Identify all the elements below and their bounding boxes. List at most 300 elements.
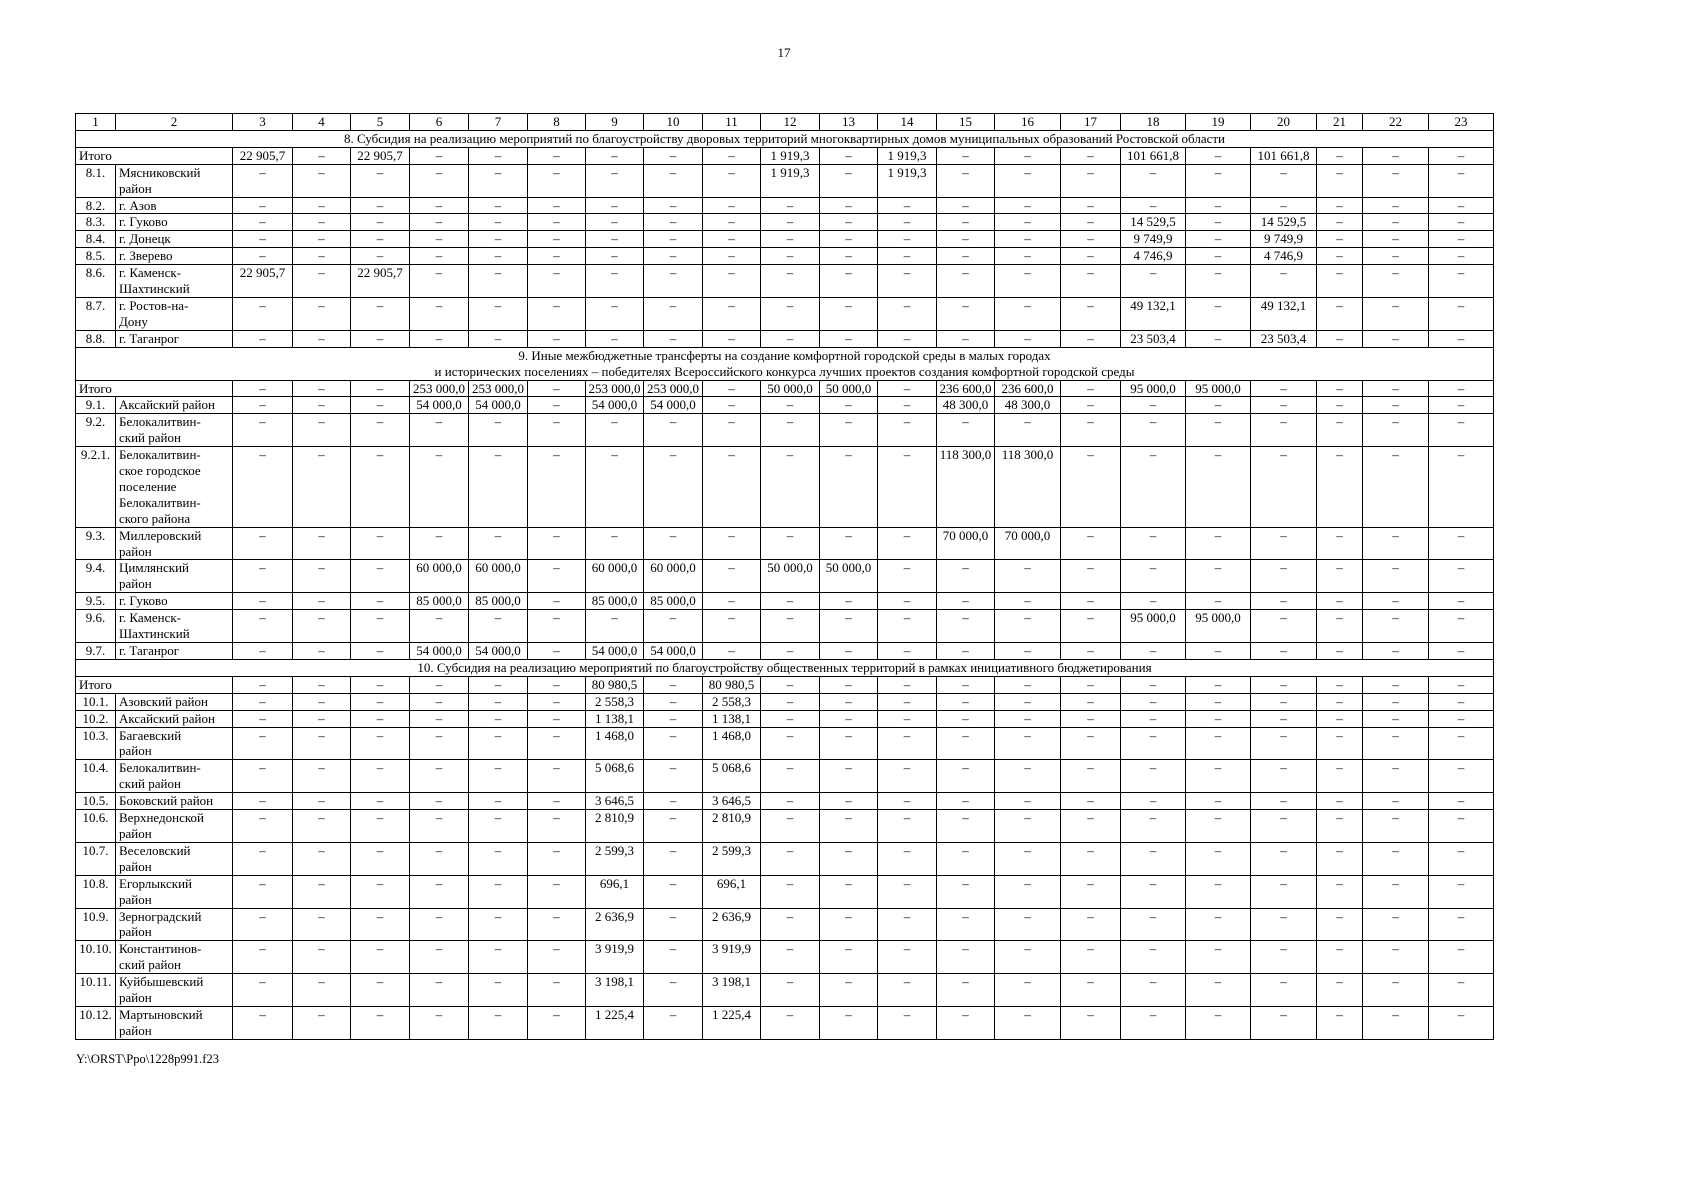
- value-cell-col-17: –: [1061, 231, 1121, 248]
- municipality-name: [116, 727, 233, 760]
- value-cell-col-4: –: [293, 810, 351, 843]
- value-cell-col-6: –: [410, 908, 469, 941]
- value-cell-col-17: –: [1061, 810, 1121, 843]
- row-number: 9.5.: [76, 593, 116, 610]
- name-line: ский район: [119, 430, 181, 446]
- row-number: 8.4.: [76, 231, 116, 248]
- value-cell-col-11: 2 810,9: [703, 810, 761, 843]
- value-cell-col-22: –: [1363, 147, 1429, 164]
- name-line: район: [119, 576, 152, 592]
- value-cell-col-16: –: [995, 560, 1061, 593]
- value-cell-col-23: –: [1429, 380, 1494, 397]
- value-cell-col-4: –: [293, 875, 351, 908]
- value-cell-col-15: 48 300,0: [937, 397, 995, 414]
- total-label: [76, 147, 233, 164]
- municipality-name: [116, 760, 233, 793]
- value-cell-col-19: –: [1186, 248, 1251, 265]
- value-cell-col-20: –: [1251, 414, 1317, 447]
- name-line: район: [119, 825, 152, 841]
- value-cell-col-11: –: [703, 447, 761, 528]
- value-cell-col-18: –: [1121, 676, 1186, 693]
- table-row: [76, 908, 1494, 941]
- name-line: Белокалитвин-: [119, 494, 201, 510]
- value-cell-col-19: –: [1186, 447, 1251, 528]
- row-number: 8.6.: [76, 265, 116, 298]
- row-number: 8.1.: [76, 164, 116, 197]
- value-cell-col-23: –: [1429, 793, 1494, 810]
- value-cell-col-18: –: [1121, 197, 1186, 214]
- column-number-header: 1: [76, 114, 116, 131]
- value-cell-col-12: –: [761, 265, 820, 298]
- value-cell-col-15: –: [937, 560, 995, 593]
- section-title: [76, 347, 1494, 380]
- value-cell-col-23: –: [1429, 810, 1494, 843]
- value-cell-col-6: 54 000,0: [410, 643, 469, 660]
- value-cell-col-20: –: [1251, 810, 1317, 843]
- value-cell-col-18: –: [1121, 810, 1186, 843]
- value-cell-col-3: –: [233, 610, 293, 643]
- value-cell-col-8: –: [528, 164, 586, 197]
- value-cell-col-3: –: [233, 414, 293, 447]
- value-cell-col-20: –: [1251, 1006, 1317, 1039]
- value-cell-col-23: –: [1429, 610, 1494, 643]
- value-cell-col-6: –: [410, 197, 469, 214]
- name-line: Аксайский район: [119, 397, 215, 413]
- value-cell-col-10: –: [644, 710, 703, 727]
- value-cell-col-17: –: [1061, 164, 1121, 197]
- value-cell-col-7: –: [469, 875, 528, 908]
- value-cell-col-4: –: [293, 164, 351, 197]
- value-cell-col-13: –: [820, 197, 878, 214]
- table-row: [76, 1006, 1494, 1039]
- value-cell-col-16: 48 300,0: [995, 397, 1061, 414]
- value-cell-col-23: –: [1429, 248, 1494, 265]
- value-cell-col-14: –: [878, 1006, 937, 1039]
- value-cell-col-8: –: [528, 231, 586, 248]
- row-number: 8.8.: [76, 330, 116, 347]
- value-cell-col-9: 54 000,0: [586, 397, 644, 414]
- value-cell-col-23: –: [1429, 693, 1494, 710]
- value-cell-col-16: –: [995, 164, 1061, 197]
- name-line: Белокалитвин-: [119, 760, 201, 776]
- value-cell-col-5: –: [351, 676, 410, 693]
- value-cell-col-23: –: [1429, 265, 1494, 298]
- value-cell-col-15: –: [937, 147, 995, 164]
- value-cell-col-22: –: [1363, 214, 1429, 231]
- row-number: 9.6.: [76, 610, 116, 643]
- value-cell-col-11: –: [703, 527, 761, 560]
- value-cell-col-16: –: [995, 231, 1061, 248]
- value-cell-col-9: –: [586, 330, 644, 347]
- value-cell-col-10: –: [644, 248, 703, 265]
- value-cell-col-6: –: [410, 810, 469, 843]
- row-number: 10.7.: [76, 842, 116, 875]
- value-cell-col-6: –: [410, 214, 469, 231]
- value-cell-col-16: –: [995, 593, 1061, 610]
- value-cell-col-4: –: [293, 248, 351, 265]
- municipality-name: [116, 447, 233, 528]
- value-cell-col-14: –: [878, 842, 937, 875]
- value-cell-col-19: –: [1186, 693, 1251, 710]
- value-cell-col-5: –: [351, 727, 410, 760]
- value-cell-col-16: –: [995, 875, 1061, 908]
- value-cell-col-6: –: [410, 727, 469, 760]
- value-cell-col-8: –: [528, 941, 586, 974]
- column-number-header: 19: [1186, 114, 1251, 131]
- value-cell-col-8: –: [528, 1006, 586, 1039]
- value-cell-col-9: 1 468,0: [586, 727, 644, 760]
- value-cell-col-9: –: [586, 164, 644, 197]
- value-cell-col-10: 54 000,0: [644, 643, 703, 660]
- value-cell-col-5: –: [351, 231, 410, 248]
- value-cell-col-15: –: [937, 793, 995, 810]
- value-cell-col-3: –: [233, 810, 293, 843]
- value-cell-col-21: –: [1317, 164, 1363, 197]
- section-title-row: [76, 347, 1494, 380]
- name-line: Белокалитвин-: [119, 414, 201, 430]
- value-cell-col-17: –: [1061, 676, 1121, 693]
- value-cell-col-7: –: [469, 810, 528, 843]
- value-cell-col-23: –: [1429, 974, 1494, 1007]
- value-cell-col-3: 22 905,7: [233, 265, 293, 298]
- value-cell-col-20: –: [1251, 793, 1317, 810]
- value-cell-col-14: –: [878, 330, 937, 347]
- value-cell-col-19: –: [1186, 197, 1251, 214]
- value-cell-col-10: –: [644, 610, 703, 643]
- row-number: 9.3.: [76, 527, 116, 560]
- value-cell-col-12: –: [761, 397, 820, 414]
- value-cell-col-4: –: [293, 414, 351, 447]
- value-cell-col-4: –: [293, 610, 351, 643]
- value-cell-col-17: –: [1061, 974, 1121, 1007]
- value-cell-col-22: –: [1363, 231, 1429, 248]
- value-cell-col-22: –: [1363, 447, 1429, 528]
- column-number-header: 14: [878, 114, 937, 131]
- value-cell-col-11: 1 138,1: [703, 710, 761, 727]
- value-cell-col-6: –: [410, 1006, 469, 1039]
- value-cell-col-10: –: [644, 265, 703, 298]
- budget-table: [75, 113, 1494, 1040]
- value-cell-col-18: –: [1121, 842, 1186, 875]
- value-cell-col-22: –: [1363, 727, 1429, 760]
- value-cell-col-5: –: [351, 1006, 410, 1039]
- value-cell-col-10: –: [644, 793, 703, 810]
- municipality-name: [116, 810, 233, 843]
- value-cell-col-11: –: [703, 560, 761, 593]
- value-cell-col-21: –: [1317, 231, 1363, 248]
- value-cell-col-8: –: [528, 330, 586, 347]
- value-cell-col-5: –: [351, 842, 410, 875]
- value-cell-col-14: –: [878, 197, 937, 214]
- value-cell-col-22: –: [1363, 875, 1429, 908]
- value-cell-col-7: –: [469, 710, 528, 727]
- value-cell-col-23: –: [1429, 164, 1494, 197]
- value-cell-col-12: –: [761, 842, 820, 875]
- value-cell-col-3: –: [233, 380, 293, 397]
- value-cell-col-10: 253 000,0: [644, 380, 703, 397]
- value-cell-col-16: –: [995, 727, 1061, 760]
- row-number: 10.3.: [76, 727, 116, 760]
- name-line: Егорлыкский: [119, 875, 192, 891]
- value-cell-col-4: –: [293, 1006, 351, 1039]
- value-cell-col-6: –: [410, 248, 469, 265]
- municipality-name: [116, 610, 233, 643]
- section-title: [76, 659, 1494, 676]
- value-cell-col-20: –: [1251, 610, 1317, 643]
- name-line: район: [119, 924, 152, 940]
- value-cell-col-23: –: [1429, 447, 1494, 528]
- value-cell-col-21: –: [1317, 793, 1363, 810]
- value-cell-col-19: –: [1186, 147, 1251, 164]
- value-cell-col-15: –: [937, 197, 995, 214]
- column-number-header: 7: [469, 114, 528, 131]
- value-cell-col-17: –: [1061, 760, 1121, 793]
- value-cell-col-5: –: [351, 447, 410, 528]
- value-cell-col-23: –: [1429, 760, 1494, 793]
- value-cell-col-9: –: [586, 527, 644, 560]
- value-cell-col-15: –: [937, 710, 995, 727]
- value-cell-col-5: –: [351, 380, 410, 397]
- value-cell-col-14: –: [878, 693, 937, 710]
- value-cell-col-20: –: [1251, 760, 1317, 793]
- value-cell-col-17: –: [1061, 214, 1121, 231]
- value-cell-col-8: –: [528, 727, 586, 760]
- value-cell-col-14: –: [878, 810, 937, 843]
- row-number: 8.2.: [76, 197, 116, 214]
- value-cell-col-11: –: [703, 265, 761, 298]
- table-row: [76, 330, 1494, 347]
- name-line: г. Донецк: [119, 231, 171, 247]
- value-cell-col-11: –: [703, 147, 761, 164]
- row-number: 9.7.: [76, 643, 116, 660]
- value-cell-col-18: –: [1121, 710, 1186, 727]
- value-cell-col-11: –: [703, 397, 761, 414]
- value-cell-col-16: 236 600,0: [995, 380, 1061, 397]
- value-cell-col-3: –: [233, 447, 293, 528]
- column-number-header: 16: [995, 114, 1061, 131]
- value-cell-col-22: –: [1363, 397, 1429, 414]
- value-cell-col-12: –: [761, 610, 820, 643]
- municipality-name: [116, 693, 233, 710]
- value-cell-col-14: –: [878, 380, 937, 397]
- value-cell-col-4: –: [293, 560, 351, 593]
- value-cell-col-12: –: [761, 875, 820, 908]
- table-row: [76, 875, 1494, 908]
- name-line: Куйбышевский: [119, 974, 204, 990]
- value-cell-col-22: –: [1363, 810, 1429, 843]
- value-cell-col-4: –: [293, 197, 351, 214]
- value-cell-col-13: –: [820, 397, 878, 414]
- name-line: Мартыновский: [119, 1006, 203, 1022]
- value-cell-col-7: 85 000,0: [469, 593, 528, 610]
- column-number-header: 13: [820, 114, 878, 131]
- value-cell-col-17: –: [1061, 793, 1121, 810]
- value-cell-col-10: –: [644, 330, 703, 347]
- municipality-name: [116, 297, 233, 330]
- value-cell-col-21: –: [1317, 397, 1363, 414]
- value-cell-col-13: –: [820, 593, 878, 610]
- value-cell-col-12: –: [761, 693, 820, 710]
- value-cell-col-18: 95 000,0: [1121, 380, 1186, 397]
- value-cell-col-3: –: [233, 593, 293, 610]
- value-cell-col-3: –: [233, 676, 293, 693]
- value-cell-col-9: 2 636,9: [586, 908, 644, 941]
- value-cell-col-19: –: [1186, 164, 1251, 197]
- value-cell-col-17: –: [1061, 727, 1121, 760]
- value-cell-col-5: –: [351, 643, 410, 660]
- value-cell-col-14: –: [878, 908, 937, 941]
- value-cell-col-11: –: [703, 380, 761, 397]
- name-line: Аксайский район: [119, 710, 215, 726]
- value-cell-col-10: 60 000,0: [644, 560, 703, 593]
- value-cell-col-11: 3 919,9: [703, 941, 761, 974]
- name-line: Веселовский: [119, 842, 191, 858]
- value-cell-col-5: –: [351, 397, 410, 414]
- value-cell-col-10: –: [644, 676, 703, 693]
- value-cell-col-14: –: [878, 560, 937, 593]
- value-cell-col-19: –: [1186, 1006, 1251, 1039]
- value-cell-col-23: –: [1429, 727, 1494, 760]
- name-line: г. Таганрог: [119, 643, 180, 658]
- value-cell-col-11: 2 558,3: [703, 693, 761, 710]
- value-cell-col-11: 5 068,6: [703, 760, 761, 793]
- value-cell-col-11: 3 198,1: [703, 974, 761, 1007]
- municipality-name: [116, 231, 233, 248]
- row-number: 10.10.: [76, 941, 116, 974]
- value-cell-col-19: –: [1186, 727, 1251, 760]
- value-cell-col-11: –: [703, 610, 761, 643]
- value-cell-col-23: –: [1429, 560, 1494, 593]
- total-label: [76, 380, 233, 397]
- table-row: [76, 297, 1494, 330]
- column-number-header: 2: [116, 114, 233, 131]
- value-cell-col-21: –: [1317, 248, 1363, 265]
- value-cell-col-5: –: [351, 941, 410, 974]
- value-cell-col-17: –: [1061, 693, 1121, 710]
- value-cell-col-8: –: [528, 908, 586, 941]
- value-cell-col-3: –: [233, 643, 293, 660]
- section-title-line: 9. Иные межбюджетные трансферты на создание комфортной городской среды в малых городах: [518, 347, 1051, 363]
- name-line: район: [119, 543, 152, 559]
- value-cell-col-18: –: [1121, 941, 1186, 974]
- value-cell-col-13: –: [820, 447, 878, 528]
- value-cell-col-9: –: [586, 610, 644, 643]
- row-number: 10.4.: [76, 760, 116, 793]
- value-cell-col-6: –: [410, 527, 469, 560]
- value-cell-col-10: –: [644, 231, 703, 248]
- row-number: 9.2.: [76, 414, 116, 447]
- value-cell-col-7: –: [469, 727, 528, 760]
- value-cell-col-10: –: [644, 908, 703, 941]
- value-cell-col-23: –: [1429, 197, 1494, 214]
- value-cell-col-6: –: [410, 760, 469, 793]
- page-number: 17: [777, 45, 791, 60]
- value-cell-col-16: 118 300,0: [995, 447, 1061, 528]
- value-cell-col-14: –: [878, 447, 937, 528]
- row-number: 9.1.: [76, 397, 116, 414]
- value-cell-col-13: –: [820, 710, 878, 727]
- name-line: г. Таганрог: [119, 330, 180, 346]
- value-cell-col-8: –: [528, 593, 586, 610]
- value-cell-col-19: –: [1186, 297, 1251, 330]
- value-cell-col-21: –: [1317, 974, 1363, 1007]
- value-cell-col-23: –: [1429, 231, 1494, 248]
- value-cell-col-8: –: [528, 214, 586, 231]
- value-cell-col-20: –: [1251, 693, 1317, 710]
- table-row: [76, 164, 1494, 197]
- value-cell-col-16: –: [995, 810, 1061, 843]
- value-cell-col-16: –: [995, 974, 1061, 1007]
- value-cell-col-13: –: [820, 908, 878, 941]
- value-cell-col-8: –: [528, 197, 586, 214]
- value-cell-col-7: –: [469, 231, 528, 248]
- value-cell-col-13: –: [820, 760, 878, 793]
- section-title-line: 8. Субсидия на реализацию мероприятий по благоустройству дворовых территорий многоквартирных домов муниципальных образований Ростовской области: [343, 130, 1226, 146]
- value-cell-col-5: –: [351, 875, 410, 908]
- value-cell-col-14: –: [878, 527, 937, 560]
- value-cell-col-20: 49 132,1: [1251, 297, 1317, 330]
- value-cell-col-9: 253 000,0: [586, 380, 644, 397]
- value-cell-col-10: –: [644, 527, 703, 560]
- municipality-name: [116, 842, 233, 875]
- value-cell-col-13: –: [820, 676, 878, 693]
- value-cell-col-6: –: [410, 793, 469, 810]
- column-number-row: [76, 114, 1494, 131]
- value-cell-col-9: 696,1: [586, 875, 644, 908]
- value-cell-col-23: –: [1429, 710, 1494, 727]
- value-cell-col-22: –: [1363, 593, 1429, 610]
- row-number: 9.2.1.: [76, 447, 116, 528]
- value-cell-col-12: –: [761, 297, 820, 330]
- value-cell-col-15: –: [937, 941, 995, 974]
- value-cell-col-9: 54 000,0: [586, 643, 644, 660]
- value-cell-col-15: –: [937, 610, 995, 643]
- value-cell-col-6: –: [410, 447, 469, 528]
- name-line: район: [119, 743, 152, 759]
- municipality-name: [116, 330, 233, 347]
- value-cell-col-6: –: [410, 693, 469, 710]
- value-cell-col-3: –: [233, 164, 293, 197]
- value-cell-col-19: –: [1186, 643, 1251, 660]
- value-cell-col-17: –: [1061, 941, 1121, 974]
- value-cell-col-23: –: [1429, 397, 1494, 414]
- value-cell-col-5: –: [351, 693, 410, 710]
- value-cell-col-13: –: [820, 1006, 878, 1039]
- name-line: Боковский район: [119, 793, 214, 809]
- value-cell-col-12: –: [761, 1006, 820, 1039]
- value-cell-col-6: –: [410, 842, 469, 875]
- table-row: [76, 643, 1494, 660]
- value-cell-col-8: –: [528, 265, 586, 298]
- value-cell-col-6: –: [410, 414, 469, 447]
- row-number: 10.1.: [76, 693, 116, 710]
- value-cell-col-8: –: [528, 297, 586, 330]
- value-cell-col-16: –: [995, 842, 1061, 875]
- value-cell-col-21: –: [1317, 941, 1363, 974]
- value-cell-col-6: –: [410, 610, 469, 643]
- value-cell-col-13: –: [820, 164, 878, 197]
- value-cell-col-22: –: [1363, 693, 1429, 710]
- row-number: 10.12.: [76, 1006, 116, 1039]
- value-cell-col-15: –: [937, 297, 995, 330]
- value-cell-col-22: –: [1363, 908, 1429, 941]
- value-cell-col-19: –: [1186, 676, 1251, 693]
- value-cell-col-10: –: [644, 414, 703, 447]
- value-cell-col-9: 85 000,0: [586, 593, 644, 610]
- value-cell-col-13: –: [820, 610, 878, 643]
- value-cell-col-11: –: [703, 414, 761, 447]
- value-cell-col-14: –: [878, 397, 937, 414]
